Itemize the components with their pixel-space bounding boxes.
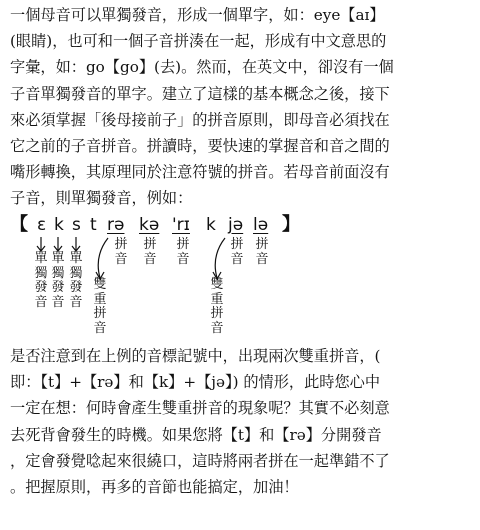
text-line: 一定在想：何時會產生雙重拼音的現象呢？其實不必刻意 xyxy=(10,399,390,418)
combine-label: 拼音 xyxy=(255,237,269,267)
text-line: 子音，則單獨發音，例如： xyxy=(10,189,193,208)
text-line: 子音單獨發音的單字。建立了這樣的基本概念之後，接下 xyxy=(10,84,390,103)
ipa-symbol: ɛ xyxy=(37,215,47,235)
ipa-symbol: 'rɪ xyxy=(172,215,190,235)
single-label: 單獨發音 xyxy=(69,251,83,310)
text-line: 。把握原則，再多的音節也能搞定，加油！ xyxy=(10,478,299,497)
text-line: 它之前的子音拼音。拼讀時，要快速的掌握音和音之間的 xyxy=(10,137,390,156)
text-line: 即：【t】+【rə】和【k】+【jə】) 的情形，此時您心中 xyxy=(10,373,381,392)
combine-label: 拼音 xyxy=(114,237,128,267)
ipa-symbol: t xyxy=(90,215,97,235)
ipa-example-diagram xyxy=(10,214,470,344)
double-label: 雙重拼音 xyxy=(93,277,107,336)
single-label: 單獨發音 xyxy=(34,251,48,310)
text-line: (眼睛)，也可和一個子音拼湊在一起，形成有中文意思的 xyxy=(10,32,387,51)
ipa-symbol: k xyxy=(206,215,216,235)
ipa-symbol: s xyxy=(72,215,81,235)
combine-label: 拼音 xyxy=(230,237,244,267)
text-line: 字彙，如：go【go】(去)。然而，在英文中，卻沒有一個 xyxy=(10,58,394,77)
bracket-open: 【 xyxy=(10,214,28,235)
ipa-symbol: kə xyxy=(139,215,160,235)
double-label: 雙重拼音 xyxy=(210,277,224,336)
text-line: ，定會發覺唸起來很繞口，這時將兩者拼在一起準錯不了 xyxy=(10,451,390,470)
text-line: 一個母音可以單獨發音，形成一個單字，如：eye【aɪ】 xyxy=(10,6,385,24)
text-line: 嘴形轉換，其原理同於注意符號的拼音。若母音前面沒有 xyxy=(10,163,390,182)
paragraph-intro xyxy=(10,2,472,212)
text-line: 是否注意到在上例的音標記號中，出現兩次雙重拼音，( xyxy=(10,347,381,365)
ipa-symbol: rə xyxy=(107,215,125,235)
combine-label: 拼音 xyxy=(176,237,190,267)
text-line: 去死背會發生的時機。如果您將【t】和【rə】分開發音 xyxy=(10,425,382,444)
ipa-symbol: jə xyxy=(228,215,244,235)
ipa-symbol: lə xyxy=(253,215,269,235)
bracket-close: 】 xyxy=(282,214,300,235)
text-line: 來必須掌握「後母接前子」的拼音原則，即母音必須找在 xyxy=(10,110,390,129)
single-label: 單獨發音 xyxy=(51,251,65,310)
ipa-symbol: k xyxy=(54,215,64,235)
paragraph-explanation xyxy=(10,343,472,500)
combine-label: 拼音 xyxy=(143,237,157,267)
